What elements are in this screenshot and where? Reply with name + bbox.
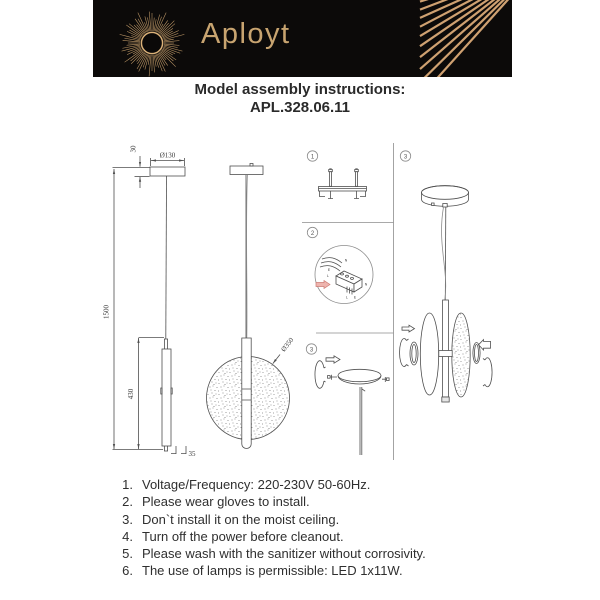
wire-label-e-bottom: E [353, 295, 357, 300]
dim-base-width: 35 [188, 450, 196, 458]
item-text: Please wear gloves to install. [142, 494, 310, 510]
bracket-screw-right [354, 169, 359, 199]
cable-step3 [360, 387, 365, 455]
item-number: 4. [122, 528, 133, 544]
item-text: The use of lamps is permissible: LED 1x11W. [142, 563, 403, 579]
brand-band-art [93, 0, 512, 77]
ring-left [410, 342, 418, 365]
list-item [118, 476, 538, 493]
item-number: 5. [122, 546, 133, 562]
wire-label-n-top: N [344, 258, 348, 263]
item-number: 1. [122, 477, 133, 492]
corner-rays-decoration [420, 0, 512, 77]
wire-label-e-left: E [327, 268, 331, 272]
arrow-left-icon [402, 325, 415, 332]
disc-hub [439, 351, 452, 357]
direction-arrow-icon [326, 356, 340, 363]
dim-total-height: 1500 [102, 305, 111, 319]
step1-bracket-drawing [307, 151, 366, 199]
list-item [118, 528, 538, 545]
brand-wordmark: Aployt [201, 18, 291, 50]
canopy-side [150, 167, 185, 176]
front-view-drawing [207, 164, 296, 449]
wire-label-n-right: N [364, 282, 368, 287]
canopy-mounting-view [338, 369, 381, 381]
item-number: 6. [122, 563, 133, 579]
wire-label-l-bottom: L [346, 295, 348, 300]
exploded-view-drawing [400, 151, 493, 402]
title-block [0, 81, 600, 116]
item-text: Please wash with the sanitizer without corrosivity. [142, 546, 426, 562]
wire-label-l-left: L [327, 274, 329, 278]
step2-wiring-drawing [307, 227, 373, 303]
canopy-screw-left [328, 375, 338, 380]
sheet-subtitle: Model assembly instructions: [194, 81, 406, 98]
assembly-diagram [90, 138, 510, 470]
step3-mounting-drawing [306, 344, 389, 455]
clip-bracket-left [400, 339, 409, 367]
item-number: 2. [122, 494, 133, 510]
step3-number: 3 [309, 347, 314, 354]
dim-canopy-thickness: 30 [129, 145, 138, 153]
dim-lamp-height: 430 [127, 388, 135, 400]
dim-canopy-diameter: Ø130 [159, 151, 176, 160]
item-number: 3. [122, 511, 133, 527]
bracket-screw-left [328, 169, 333, 199]
item-text: Turn off the power before cleanout. [142, 528, 344, 544]
arrow-right-icon [479, 340, 491, 350]
rod-perspective [443, 300, 449, 397]
canopy-front [230, 166, 263, 175]
item-text: Don`t install it on the moist ceiling. [142, 511, 340, 527]
side-view-drawing [103, 145, 197, 458]
brand-header [93, 0, 512, 77]
item-text: Voltage/Frequency: 220-230V 50-60Hz. [142, 477, 371, 492]
step1-number: 1 [310, 154, 315, 161]
clip-bracket-right [483, 358, 492, 387]
cable-side [166, 176, 167, 339]
sunburst-logo-icon [120, 12, 185, 77]
lamp-bar-side [162, 349, 171, 446]
model-code: APL.328.06.11 [249, 98, 351, 116]
list-item [118, 545, 538, 562]
mount-bracket-curve [315, 361, 326, 389]
instruction-list [118, 476, 538, 580]
dim-disc-diameter: Ø350 [279, 336, 296, 354]
step2-number: 2 [310, 230, 315, 237]
step3-right-number: 3 [403, 154, 408, 161]
disc-half-plain [420, 313, 438, 395]
canopy-screw-right [382, 377, 389, 382]
list-item [118, 511, 538, 528]
led-tube-front [242, 338, 251, 448]
list-item [118, 493, 538, 510]
list-item [118, 562, 538, 579]
